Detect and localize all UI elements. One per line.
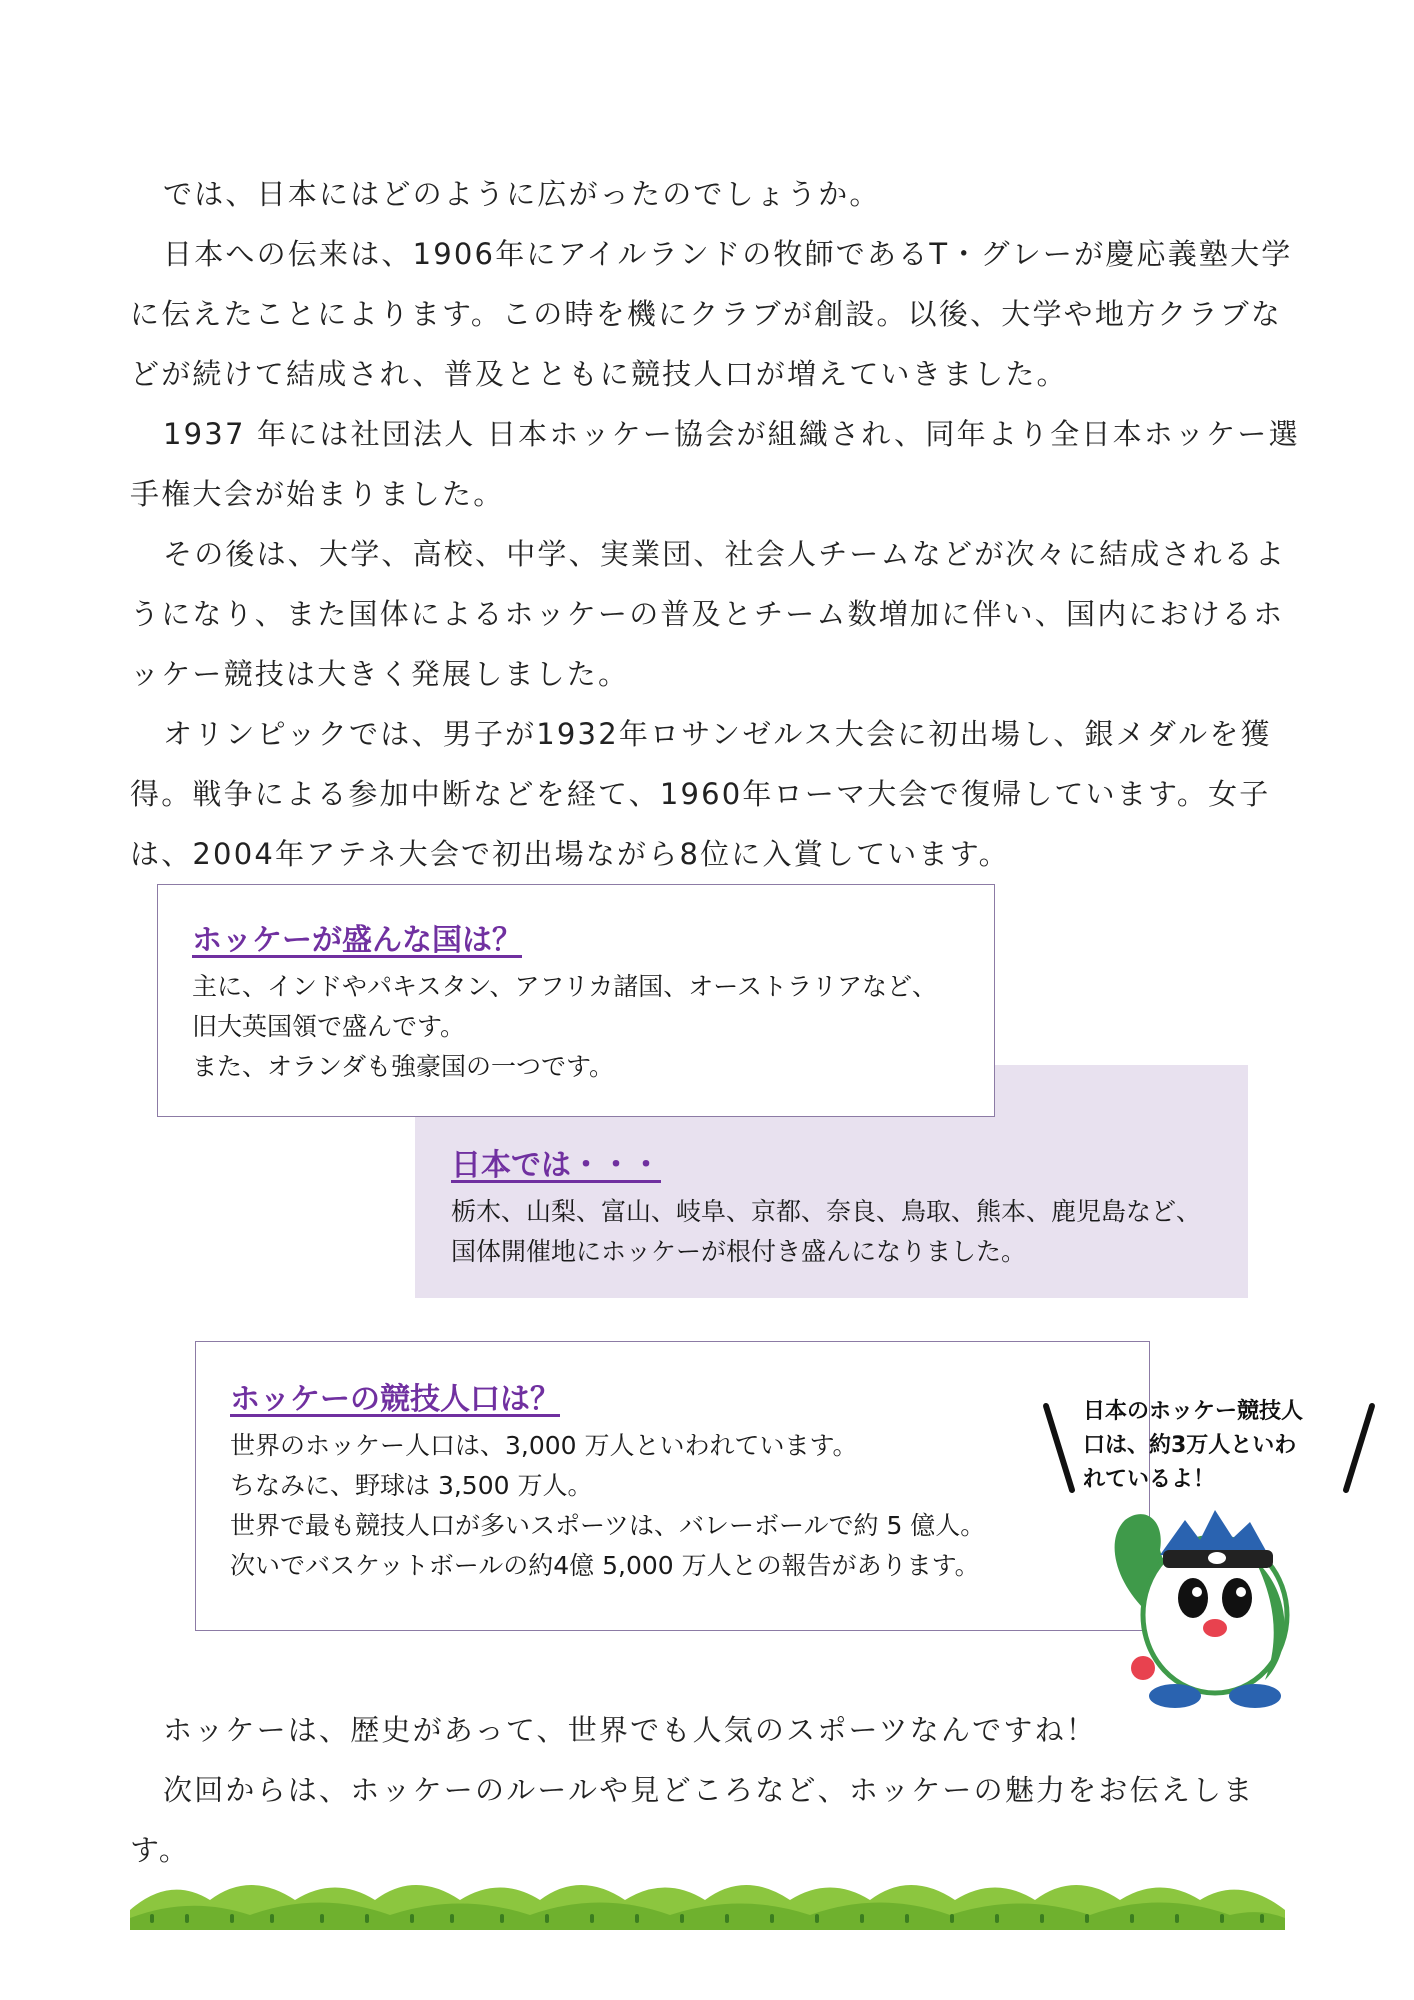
population-line: 世界で最も競技人口が多いスポーツは、バレーボールで約 5 億人。 — [230, 1511, 986, 1540]
countries-line: 旧大英国領で盛んです。 — [192, 1012, 466, 1041]
paragraph-olympics: オリンピックでは、男子が1932年ロサンゼルス大会に初出場し、銀メダルを獲得。戦争による参加中断などを経て、1960年ローマ大会で復帰しています。女子は、2004年アテネ大会で初出場ながら8位に入賞しています。 — [130, 717, 1272, 871]
paragraph-development: その後は、大学、高校、中学、実業団、社会人チームなどが次々に結成されるようになり、また国体によるホッケーの普及とチーム数増加に伴い、国内におけるホッケー競技は大きく発展しました。 — [130, 537, 1287, 691]
countries-line: 主に、インドやパキスタン、アフリカ諸国、オーストラリアなど、 — [192, 972, 938, 1001]
footer-hills-decoration — [130, 1870, 1285, 1930]
paragraph-introduction-history: 日本への伝来は、1906年にアイルランドの牧師であるT・グレーが慶応義塾大学に伝えたことによります。この時を機にクラブが創設。以後、大学や地方クラブなどが続けて結成され、普及とともに競技人口が増えていきました。 — [130, 237, 1293, 391]
paragraph-question: では、日本にはどのように広がったのでしょうか。 — [163, 177, 881, 211]
countries-line: また、オランダも強豪国の一つです。 — [192, 1052, 615, 1081]
closing-paragraph: ホッケーは、歴史があって、世界でも人気のスポーツなんですね！ — [163, 1713, 1097, 1747]
population-line: 世界のホッケー人口は、3,000 万人といわれています。 — [230, 1431, 858, 1460]
bubble-line: 口は、約3万人といわ — [1083, 1433, 1297, 1458]
countries-box-title: ホッケーが盛んな国は？ — [192, 923, 522, 958]
countries-info-box — [157, 884, 995, 1117]
bubble-line: れているよ！ — [1083, 1467, 1216, 1492]
closing-paragraph: 次回からは、ホッケーのルールや見どころなど、ホッケーの魅力をお伝えします。 — [130, 1773, 1255, 1867]
paragraph-association: 1937 年には社団法人 日本ホッケー協会が組織され、同年より全日本ホッケー選手権大会が始まりました。 — [130, 417, 1300, 511]
mascot-speech-bubble — [1083, 1395, 1353, 1505]
population-info-box — [195, 1341, 1150, 1631]
japan-line: 栃木、山梨、富山、岐阜、京都、奈良、鳥取、熊本、鹿児島など、 — [451, 1197, 1202, 1226]
population-box-title: ホッケーの競技人口は？ — [230, 1382, 560, 1417]
bubble-line: 日本のホッケー競技人 — [1083, 1399, 1304, 1424]
closing-text — [130, 1700, 1300, 1880]
population-line: 次いでバスケットボールの約4億 5,000 万人との報告があります。 — [230, 1551, 980, 1580]
intro-text — [130, 164, 1300, 884]
population-line: ちなみに、野球は 3,500 万人。 — [230, 1471, 593, 1500]
japan-box-title: 日本では・・・ — [451, 1148, 661, 1183]
speech-mark-left-icon — [1040, 1400, 1080, 1500]
mascot-character-icon — [1105, 1500, 1315, 1710]
japan-line: 国体開催地にホッケーが根付き盛んになりました。 — [451, 1237, 1027, 1266]
